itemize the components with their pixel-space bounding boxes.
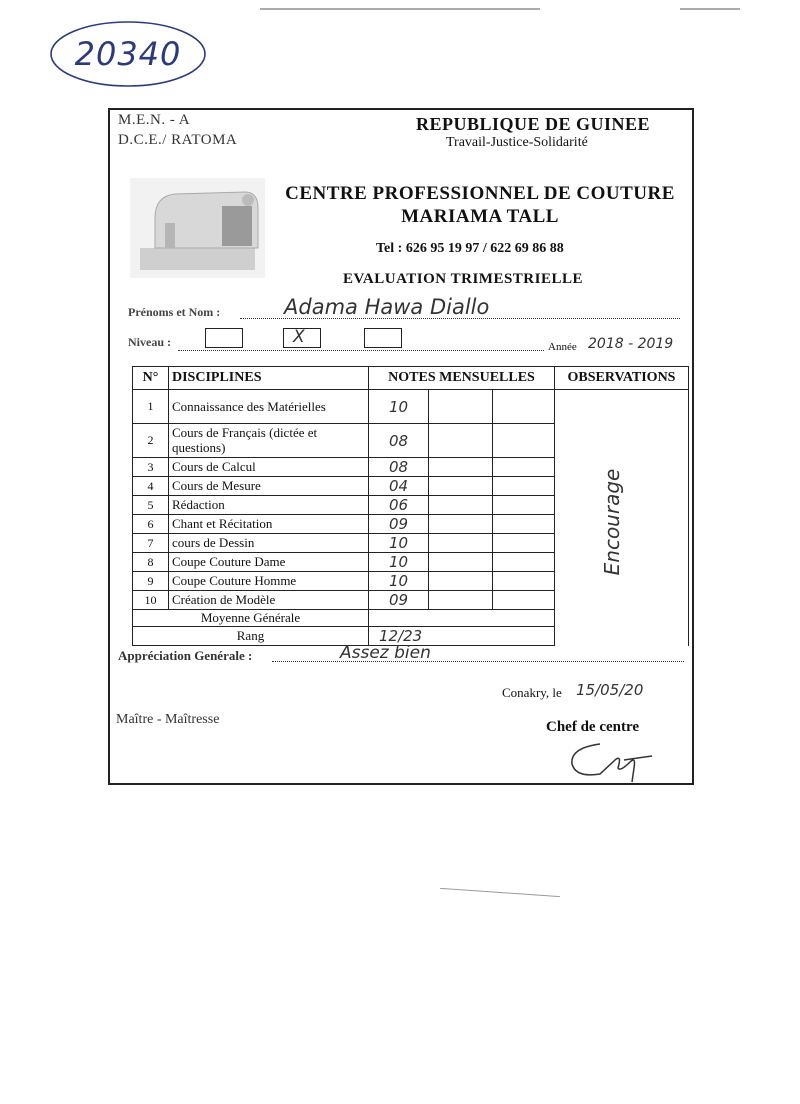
row-note-empty <box>429 390 493 424</box>
year-label: Année <box>548 341 577 353</box>
row-discipline: Cours de Calcul <box>169 458 369 477</box>
row-number: 6 <box>133 515 169 534</box>
row-note-empty <box>429 515 493 534</box>
reference-number: 20340 <box>74 35 182 73</box>
row-note-empty <box>493 553 555 572</box>
student-name: Adama Hawa Diallo <box>284 295 490 319</box>
level-label: Niveau : <box>128 335 171 349</box>
row-number: 4 <box>133 477 169 496</box>
evaluation-title: EVALUATION TRIMESTRIELLE <box>343 271 583 287</box>
row-note-empty <box>429 553 493 572</box>
row-number: 5 <box>133 496 169 515</box>
header-monthly-notes: NOTES MENSUELLES <box>369 367 555 390</box>
row-note-empty <box>493 390 555 424</box>
row-discipline: cours de Dessin <box>169 534 369 553</box>
row-discipline: Cours de Mesure <box>169 477 369 496</box>
row-note-empty <box>493 515 555 534</box>
row-note-empty <box>429 591 493 610</box>
moyenne-value <box>369 610 555 627</box>
row-note-empty <box>493 534 555 553</box>
row-discipline: Connaissance des Matérielles <box>169 390 369 424</box>
school-year: 2018 - 2019 <box>588 336 674 352</box>
signature-drawing <box>560 738 670 788</box>
row-number: 9 <box>133 572 169 591</box>
table-header-row <box>133 367 689 390</box>
row-note-empty <box>493 424 555 458</box>
row-note-empty <box>493 572 555 591</box>
centre-telephone: Tel : 626 95 19 97 / 622 69 86 88 <box>376 241 564 256</box>
centre-name-line2: MARIAMA TALL <box>401 206 559 227</box>
rang-label: Rang <box>133 627 369 646</box>
row-number: 7 <box>133 534 169 553</box>
ministry-label: M.E.N. - A <box>118 112 191 128</box>
scan-artifact-line <box>440 888 560 897</box>
row-number: 1 <box>133 390 169 424</box>
row-discipline: Coupe Couture Dame <box>169 553 369 572</box>
head-signature <box>560 738 670 788</box>
head-of-centre-label: Chef de centre <box>546 719 640 735</box>
centre-name-line1: CENTRE PROFESSIONNEL DE COUTURE <box>285 183 675 204</box>
scan-artifact-line <box>260 8 540 10</box>
row-note: 10 <box>369 534 429 553</box>
row-note: 10 <box>369 553 429 572</box>
header-disciplines: DISCIPLINES <box>169 367 369 390</box>
scan-artifact-line <box>680 8 740 10</box>
row-note-empty <box>493 591 555 610</box>
row-note-empty <box>429 572 493 591</box>
row-discipline: Création de Modèle <box>169 591 369 610</box>
observation-text: Encourage <box>600 468 624 576</box>
row-note: 04 <box>369 477 429 496</box>
level-box-1 <box>205 328 243 348</box>
appreciation-value: Assez bien <box>340 643 431 663</box>
reference-number-stamp <box>48 18 208 90</box>
name-label: Prénoms et Nom : <box>128 305 221 319</box>
row-discipline: Cours de Français (dictée et questions) <box>169 424 369 458</box>
row-note-empty <box>493 477 555 496</box>
row-discipline: Coupe Couture Homme <box>169 572 369 591</box>
table-row <box>133 390 689 424</box>
row-note: 08 <box>369 458 429 477</box>
observation-note <box>592 430 632 620</box>
row-note-empty <box>429 496 493 515</box>
row-discipline: Chant et Récitation <box>169 515 369 534</box>
level-box-3 <box>364 328 402 348</box>
row-note: 10 <box>369 572 429 591</box>
level-dotted-line <box>178 350 544 351</box>
date-value: 15/05/20 <box>576 681 644 699</box>
row-note: 09 <box>369 515 429 534</box>
row-note-empty <box>429 477 493 496</box>
row-note-empty <box>429 424 493 458</box>
sewing-machine-image <box>130 178 265 278</box>
directorate-label: D.C.E./ RATOMA <box>118 132 238 148</box>
row-discipline: Rédaction <box>169 496 369 515</box>
teacher-label: Maître - Maîtresse <box>116 712 220 727</box>
country-motto: Travail-Justice-Solidarité <box>446 135 588 150</box>
row-number: 3 <box>133 458 169 477</box>
row-number: 2 <box>133 424 169 458</box>
header-observations: OBSERVATIONS <box>555 367 689 390</box>
sewing-machine-icon <box>130 178 265 278</box>
row-note-empty <box>429 458 493 477</box>
row-note-empty <box>429 534 493 553</box>
country-title: REPUBLIQUE DE GUINEE <box>416 114 651 134</box>
rang-value: 12/23 <box>369 627 555 646</box>
row-note-empty <box>493 496 555 515</box>
moyenne-label: Moyenne Générale <box>133 610 369 627</box>
row-note: 06 <box>369 496 429 515</box>
row-number: 10 <box>133 591 169 610</box>
row-number: 8 <box>133 553 169 572</box>
row-note: 10 <box>369 390 429 424</box>
row-note-empty <box>493 458 555 477</box>
row-note: 08 <box>369 424 429 458</box>
place-date-label: Conakry, le <box>502 685 562 700</box>
level-check-mark: X <box>293 327 305 347</box>
appreciation-label: Appréciation Genérale : <box>118 648 253 663</box>
row-note: 09 <box>369 591 429 610</box>
appreciation-dotted-line <box>272 661 684 662</box>
header-number: N° <box>133 367 169 390</box>
